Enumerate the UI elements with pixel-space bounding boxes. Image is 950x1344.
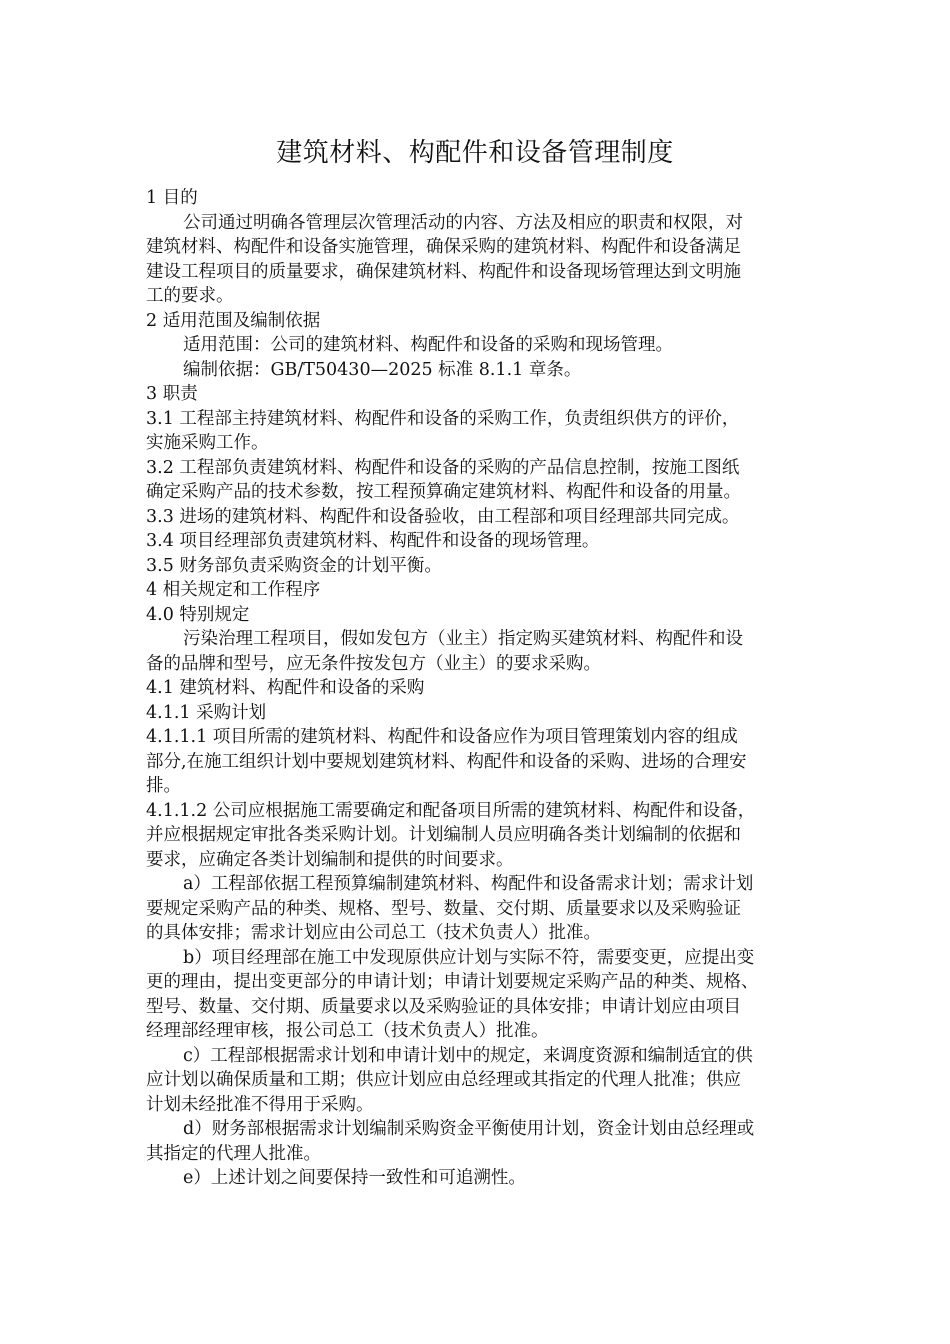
text-line: 排。	[146, 776, 181, 796]
text-line: 更的理由，提出变更部分的申请计划；申请计划要规定采购产品的种类、规格、	[146, 972, 759, 992]
text-line: 3.2 工程部负责建筑材料、构配件和设备的采购的产品信息控制，按施工图纸	[146, 457, 740, 478]
text-line: 经理部经理审核，报公司总工（技术负责人）批准。	[146, 1021, 549, 1041]
text-line: 4 相关规定和工作程序	[146, 580, 321, 600]
document-body	[146, 186, 810, 1191]
text-line: 应计划以确保质量和工期；供应计划应由总经理或其指定的代理人批准；供应	[146, 1070, 741, 1090]
text-line: 2 适用范围及编制依据	[146, 310, 321, 331]
text-line: 备的品牌和型号，应无条件按发包方（业主）的要求采购。	[146, 653, 601, 674]
text-line: 实施采购工作。	[146, 433, 269, 453]
text-line: 工的要求。	[146, 286, 234, 306]
text-line: 编制依据：GB/T50430—2025 标准 8.1.1 章条。	[183, 359, 582, 380]
text-line: 3.5 财务部负责采购资金的计划平衡。	[146, 555, 442, 576]
text-line: 确定采购产品的技术参数，按工程预算确定建筑材料、构配件和设备的用量。	[146, 482, 741, 502]
text-line: 要规定采购产品的种类、规格、型号、数量、交付期、质量要求以及采购验证	[146, 898, 741, 919]
text-line: 4.1.1 采购计划	[146, 702, 267, 723]
text-line: 部分,在施工组织计划中要规划建筑材料、构配件和设备的采购、进场的合理安	[146, 751, 747, 772]
text-line: 的具体安排；需求计划应由公司总工（技术负责人）批准。	[146, 923, 601, 943]
text-line: 型号、数量、交付期、质量要求以及采购验证的具体安排；申请计划应由项目	[146, 996, 741, 1017]
text-line: 要求，应确定各类计划编制和提供的时间要求。	[146, 849, 514, 870]
text-line: 其指定的代理人批准。	[146, 1143, 321, 1164]
text-line: 1 目的	[146, 188, 198, 208]
text-line: 3.4 项目经理部负责建筑材料、构配件和设备的现场管理。	[146, 531, 600, 551]
text-line: 3.3 进场的建筑材料、构配件和设备验收，由工程部和项目经理部共同完成。	[146, 506, 740, 527]
text-line: 并应根据规定审批各类采购计划。计划编制人员应明确各类计划编制的依据和	[146, 825, 741, 845]
text-line: a）工程部依据工程预算编制建筑材料、构配件和设备需求计划；需求计划	[183, 874, 754, 894]
text-line: 计划未经批准不得用于采购。	[146, 1094, 374, 1115]
text-line: b）项目经理部在施工中发现原供应计划与实际不符，需要变更，应提出变	[183, 947, 755, 968]
text-line: c）工程部根据需求计划和申请计划中的规定，来调度资源和编制适宜的供	[183, 1045, 753, 1066]
text-line: 建设工程项目的质量要求，确保建筑材料、构配件和设备现场管理达到文明施	[146, 261, 741, 282]
text-line: d）财务部根据需求计划编制采购资金平衡使用计划，资金计划由总经理或	[183, 1119, 755, 1139]
text-line: 4.0 特别规定	[146, 604, 250, 625]
text-line: 3.1 工程部主持建筑材料、构配件和设备的采购工作，负责组织供方的评价，	[146, 408, 740, 429]
text-line: 建筑材料、构配件和设备实施管理，确保采购的建筑材料、构配件和设备满足	[146, 237, 741, 257]
text-line: 4.1 建筑材料、构配件和设备的采购	[146, 678, 425, 698]
text-line: e）上述计划之间要保持一致性和可追溯性。	[183, 1168, 526, 1188]
text-line: 公司通过明确各管理层次管理活动的内容、方法及相应的职责和权限，对	[183, 212, 743, 233]
text-line: 污染治理工程项目，假如发包方（业主）指定购买建筑材料、构配件和设	[183, 629, 743, 649]
text-line: 4.1.1.1 项目所需的建筑材料、构配件和设备应作为项目管理策划内容的组成	[146, 727, 738, 747]
text-line: 4.1.1.2 公司应根据施工需要确定和配备项目所需的建筑材料、构配件和设备，	[146, 800, 756, 821]
document-title: 建筑材料、构配件和设备管理制度	[276, 138, 674, 168]
text-line: 适用范围：公司的建筑材料、构配件和设备的采购和现场管理。	[183, 335, 673, 355]
text-line: 3 职责	[146, 384, 198, 404]
